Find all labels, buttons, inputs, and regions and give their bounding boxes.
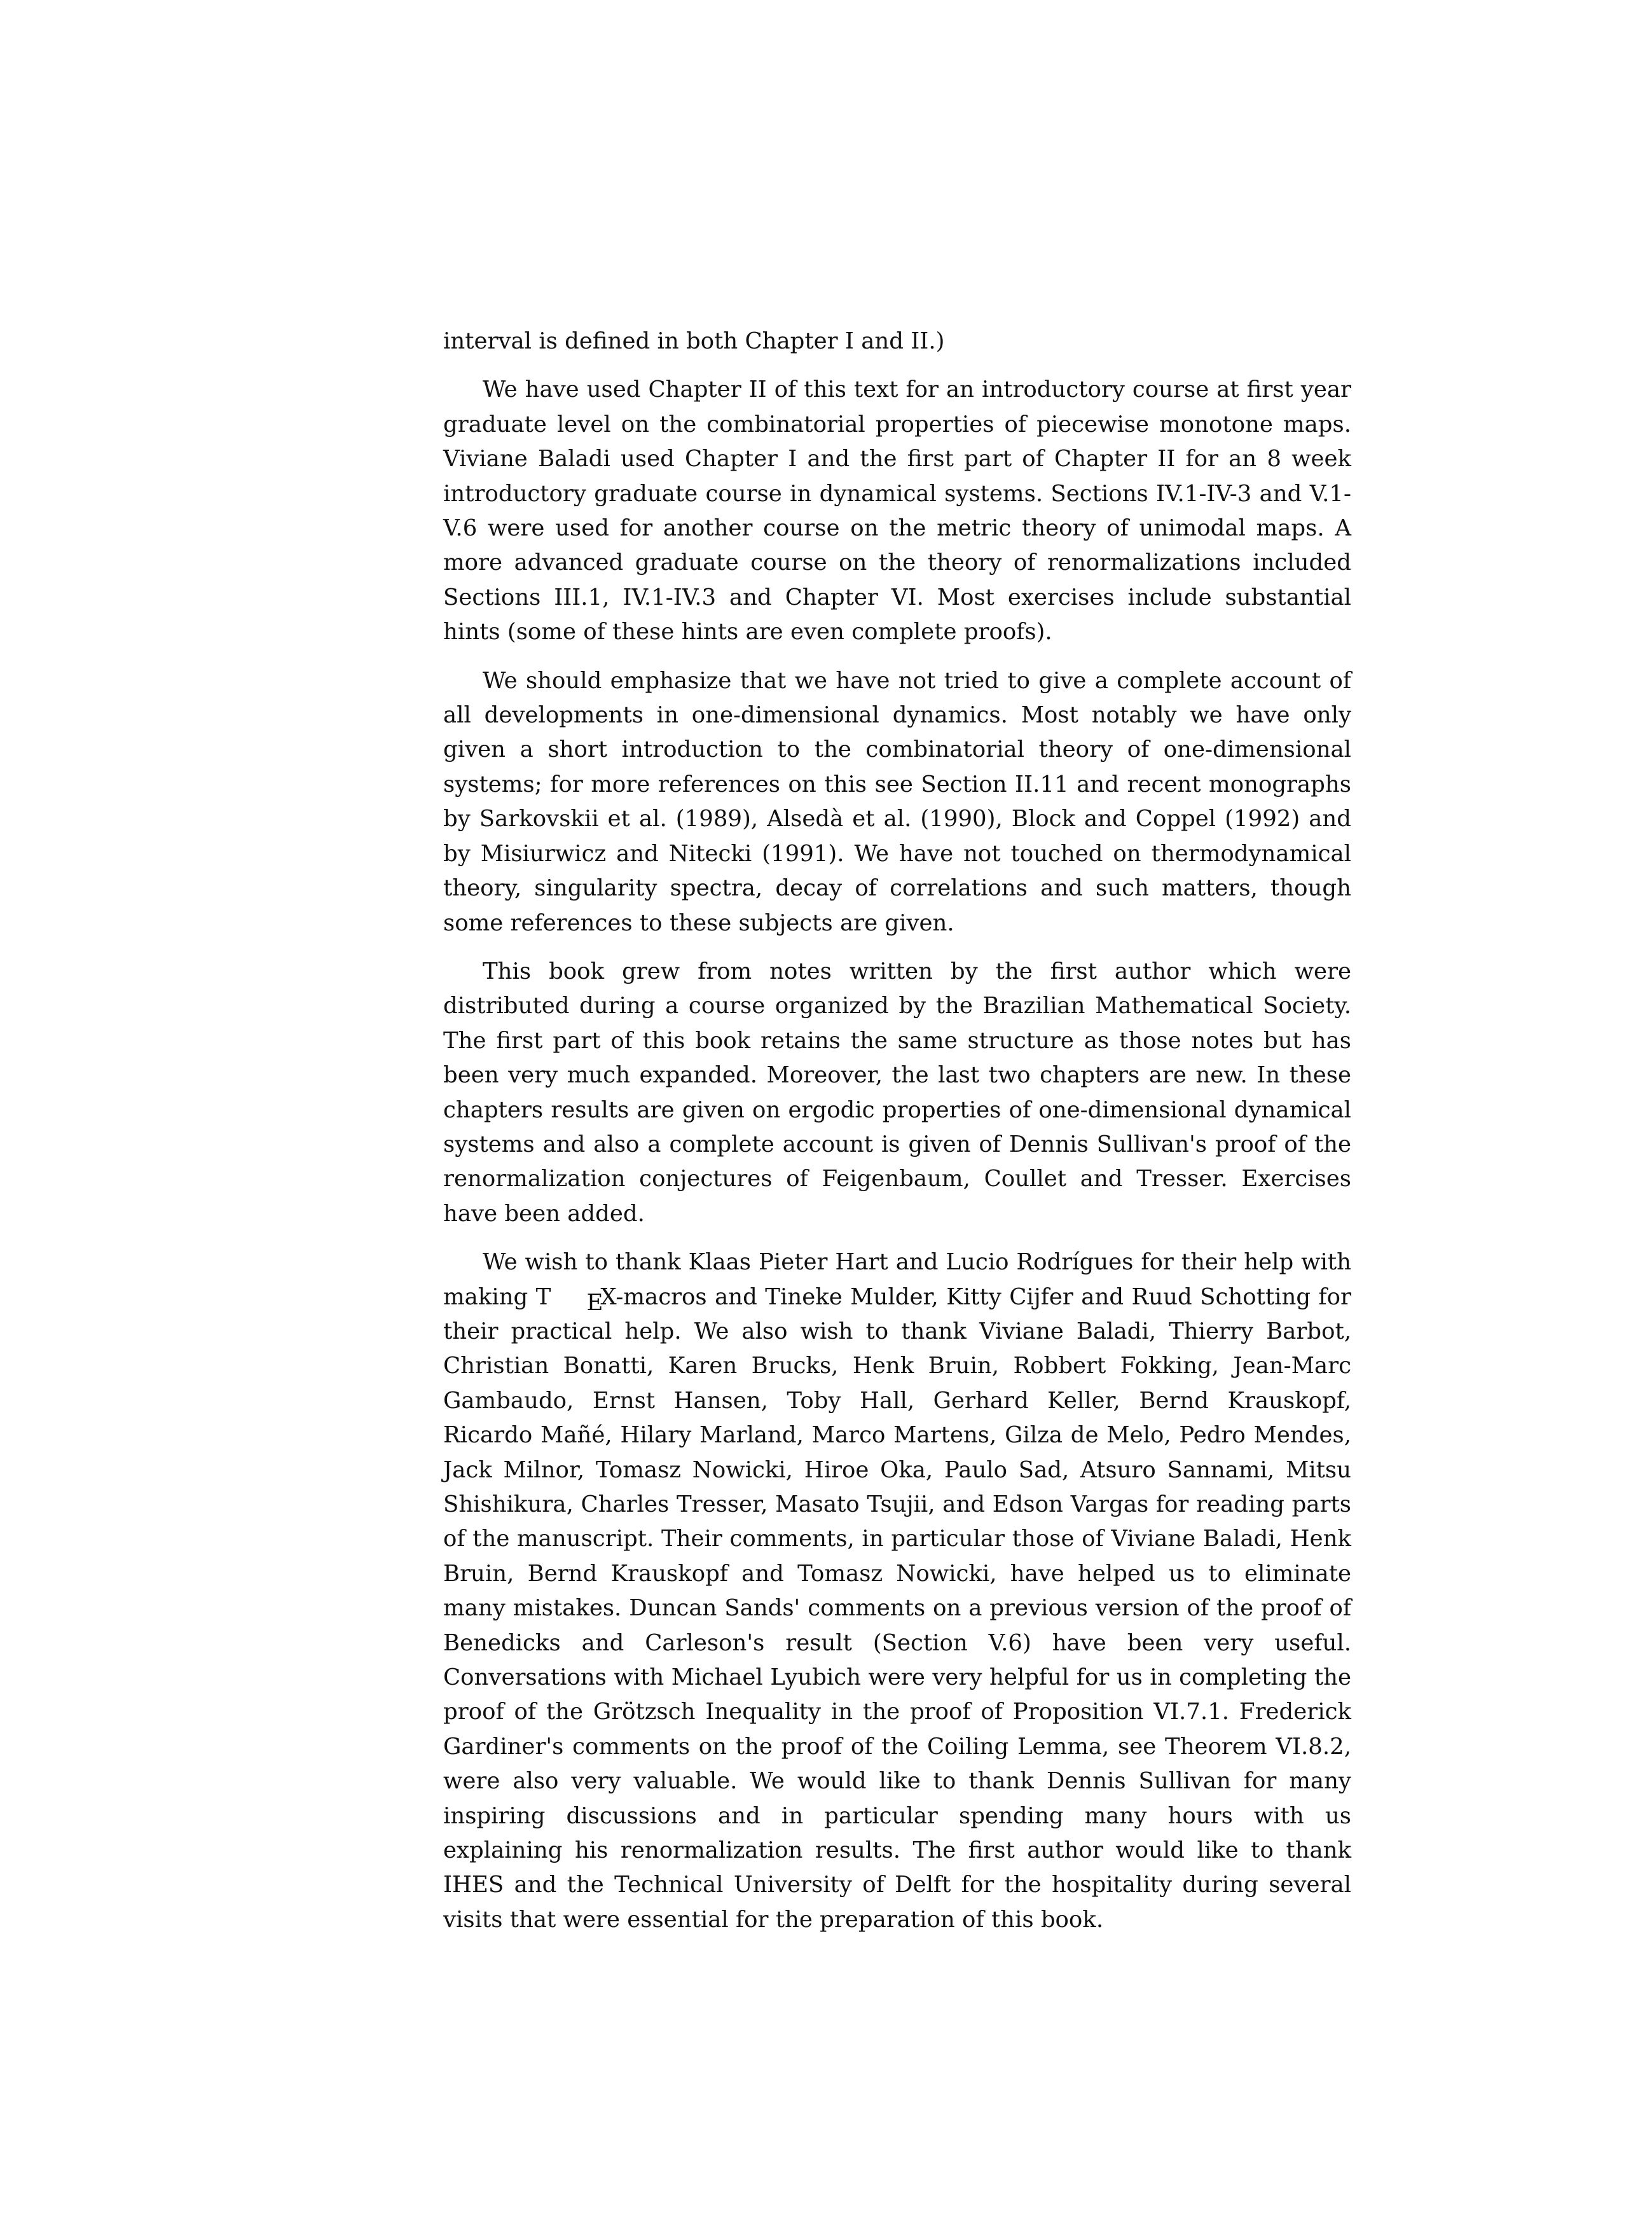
tex-logo-e: E bbox=[586, 1289, 603, 1316]
paragraph-origin: This book grew from notes written by the first author which were distributed during a course organized by the Brazilian Mathematical Society. The first part of this book retains the same structure as those notes but has been very much expanded. Moreover, the last two chapters are new. In these chapters results are given on ergodic properties of one-dimensional dynamical systems and also a complete account is given of Dennis Sullivan's proof of the renormalization conjectures of Feigenbaum, Coullet and Tresser. Exercises have been added. bbox=[443, 958, 1351, 1227]
acknowledgements-intro: We wish to thank Klaas Pieter Hart and Lucio Rodrígues for their help with making bbox=[443, 1249, 1351, 1310]
paragraph-scope: We should emphasize that we have not tried to give a complete account of all developments in one-dimensional dynamics. Most notably we have only given a short introduction to the combinatorial theory of one-dimensional systems; for more references on this see Section II.11 and recent monographs by Sarkovskii et al. (1989), Alsedà et al. (1990), Block and Coppel (1992) and by Misiurwicz and Nitecki (1991). We have not touched on thermodynamical theory, singularity spectra, decay of correlations and such matters, though some references to these subjects are given. bbox=[443, 667, 1351, 936]
paragraph-acknowledgements bbox=[443, 1245, 1351, 1937]
preface-text bbox=[443, 324, 1351, 1951]
tex-logo-x: X bbox=[600, 1283, 616, 1310]
paragraph-continuation: interval is defined in both Chapter I and II.) bbox=[443, 328, 945, 354]
paragraph-course-use: We have used Chapter II of this text for an introductory course at first year graduate level on the combinatorial properties of piecewise monotone maps. Viviane Baladi used Chapter I and the first part of Chapter II for an 8 week introductory graduate course in dynamical systems. Sections IV.1-IV-3 and V.1-V.6 were used for another course on the metric theory of unimodal maps. A more advanced graduate course on the theory of renormalizations included Sections III.1, IV.1-IV.3 and Chapter VI. Most exercises include substantial hints (some of these hints are even complete proofs). bbox=[443, 376, 1351, 646]
tex-logo-t: T bbox=[535, 1283, 551, 1310]
tex-logo bbox=[535, 1283, 616, 1316]
acknowledgements-body: -macros and Tineke Mulder, Kitty Cijfer and Ruud Schotting for their practical help. We also wish to thank Viviane Baladi, Thierry Barbot, Christian Bonatti, Karen Brucks, Henk Bruin, Robbert Fokking, Jean-Marc Gambaudo, Ernst Hansen, Toby Hall, Gerhard Keller, Bernd Krauskopf, Ricardo Mañé, Hilary Marland, Marco Martens, Gilza de Melo, Pedro Mendes, Jack Milnor, Tomasz Nowicki, Hiroe Oka, Paulo Sad, Atsuro Sannami, Mitsu Shishikura, Charles Tresser, Masato Tsujii, and Edson Vargas for reading parts of the manuscript. Their comments, in particular those of Viviane Baladi, Henk Bruin, Bernd Krauskopf and Tomasz Nowicki, have helped us to eliminate many mistakes. Duncan Sands' comments on a previous version of the proof of Benedicks and Carleson's result (Section V.6) have been very useful. Conversations with Michael Lyubich were very helpful for us in completing the proof of the Grötzsch Inequality in the proof of Proposition VI.7.1. Frederick Gardiner's comments on the proof of the Coiling Lemma, see Theorem VI.8.2, were also very valuable. We would like to thank Dennis Sullivan for many inspiring discussions and in particular spending many hours with us explaining his renormalization results. The first author would like to thank IHES and the Technical University of Delft for the hospitality during several visits that were essential for the preparation of this book. bbox=[443, 1283, 1351, 1933]
